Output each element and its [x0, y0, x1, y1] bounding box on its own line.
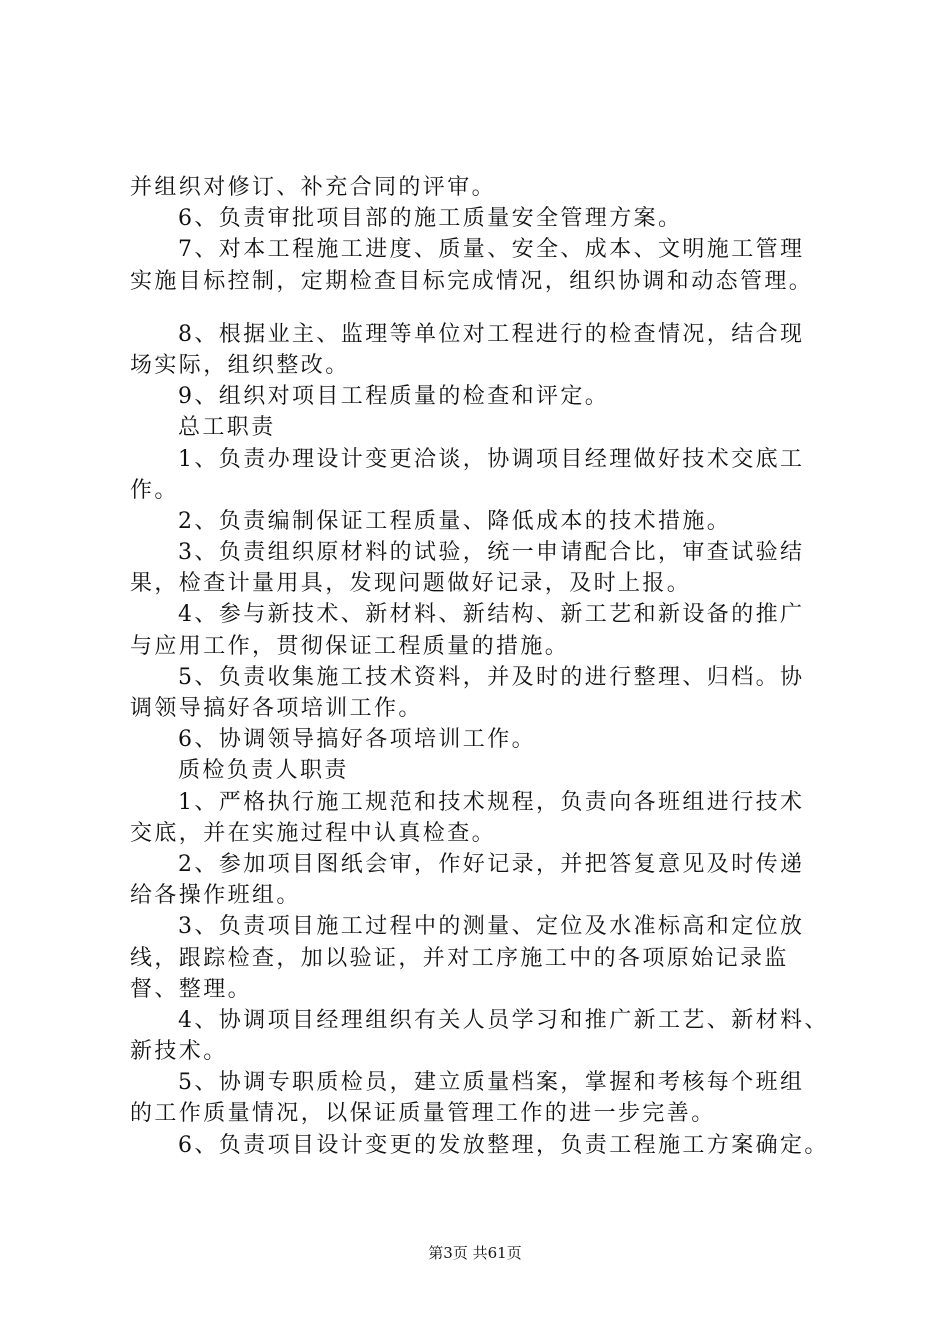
section-heading: 质检负责人职责: [178, 758, 349, 784]
text-line: 2、负责编制保证工程质量、降低成本的技术措施。: [178, 508, 732, 534]
text-line: 6、负责项目设计变更的发放整理，负责工程施工方案确定。: [178, 1132, 829, 1158]
text-line: 果，检查计量用具，发现问题做好记录，及时上报。: [130, 571, 692, 597]
text-line: 1、负责办理设计变更洽谈，协调项目经理做好技术交底工: [178, 446, 805, 472]
document-body: [130, 172, 850, 1161]
text-line: 5、负责收集施工技术资料，并及时的进行整理、归档。协: [178, 664, 805, 690]
text-line: 4、参与新技术、新材料、新结构、新工艺和新设备的推广: [178, 602, 805, 628]
text-line: 作。: [130, 477, 179, 503]
text-line: 的工作质量情况，以保证质量管理工作的进一步完善。: [130, 1101, 716, 1127]
text-line: 调领导搞好各项培训工作。: [130, 696, 423, 721]
text-line: 与应用工作，贯彻保证工程质量的措施。: [130, 633, 570, 659]
text-line: 5、协调专职质检员，建立质量档案，掌握和考核每个班组: [178, 1070, 805, 1096]
text-line: 督、整理。: [130, 976, 253, 1002]
text-line: 给各操作班组。: [130, 883, 301, 909]
paragraph-gap: [130, 297, 850, 319]
text-line: 7、对本工程施工进度、质量、安全、成本、文明施工管理: [178, 237, 805, 263]
text-line: 3、负责项目施工过程中的测量、定位及水准标高和定位放: [178, 914, 805, 940]
section-heading: 总工职责: [178, 415, 276, 441]
page-number-footer: 第3页 共61页: [428, 1244, 522, 1262]
text-line: 新技术。: [130, 1039, 228, 1065]
text-line: 3、负责组织原材料的试验，统一申请配合比，审查试验结: [178, 540, 805, 566]
text-line: 场实际，组织整改。: [130, 352, 350, 378]
text-line: 交底，并在实施过程中认真检查。: [130, 820, 497, 846]
text-line: 1、严格执行施工规范和技术规程，负责向各班组进行技术: [178, 789, 805, 815]
text-line: 2、参加项目图纸会审，作好记录，并把答复意见及时传递: [178, 851, 805, 877]
text-line: 并组织对修订、补充合同的评审。: [130, 175, 497, 200]
text-line: 8、根据业主、监理等单位对工程进行的检查情况，结合现: [178, 321, 805, 347]
text-line: 4、协调项目经理组织有关人员学习和推广新工艺、新材料、: [178, 1007, 829, 1033]
text-line: 线，跟踪检查，加以验证，并对工序施工中的各项原始记录监: [130, 945, 789, 971]
text-line: 6、协调领导搞好各项培训工作。: [178, 727, 536, 753]
text-line: 6、负责审批项目部的施工质量安全管理方案。: [178, 206, 683, 232]
text-line: 实施目标控制，定期检查目标完成情况，组织协调和动态管理。: [130, 268, 814, 294]
text-line: 9、组织对项目工程质量的检查和评定。: [178, 384, 610, 410]
